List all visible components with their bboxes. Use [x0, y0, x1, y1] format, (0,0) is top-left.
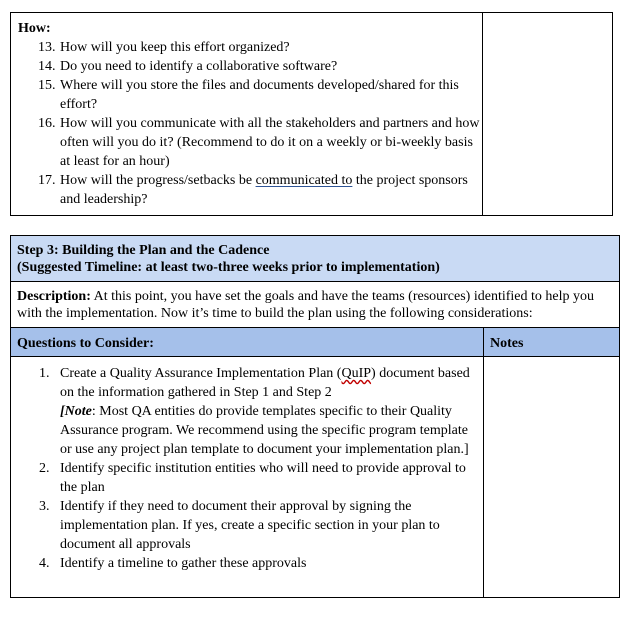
questions-list: [11, 364, 483, 573]
questions-header: Questions to Consider:: [11, 328, 484, 357]
how-cell: [11, 13, 482, 215]
list-item: [18, 76, 482, 114]
description-cell: [11, 282, 619, 328]
step-title: Step 3: Building the Plan and the Cadence: [17, 243, 270, 258]
list-item: [18, 171, 482, 209]
item-text-start: Create a Quality Assurance Implementation Plan (: [60, 366, 342, 381]
description-text: At this point, you have set the goals and have the teams (resources) identified to help you with the implementation. Now it’s time to build the plan using the following considerations:: [17, 289, 594, 321]
item-text-end: ) document based on the information gathered in Step 1 and Step 2: [60, 366, 470, 400]
item-number: 13.: [38, 40, 56, 55]
step-table: [10, 235, 620, 598]
item-number: 4.: [39, 556, 50, 571]
item-text: Identify specific institution entities who will need to provide approval to the plan: [60, 461, 466, 495]
questions-cell: [11, 357, 484, 597]
item-number: 17.: [38, 173, 56, 188]
list-item: [18, 57, 482, 76]
list-item: [11, 364, 483, 459]
notes-cell: [484, 357, 619, 597]
item-text: How will you keep this effort organized?: [60, 40, 290, 55]
step-header: [11, 236, 619, 282]
item-number: 15.: [38, 78, 56, 93]
how-notes-cell: [482, 13, 612, 215]
item-text: Identify a timeline to gather these approvals: [60, 556, 307, 571]
item-number: 16.: [38, 116, 56, 131]
list-item: [11, 459, 483, 497]
how-heading: How:: [18, 21, 51, 36]
note-text: : Most QA entities do provide templates specific to their Quality Assurance program. We recommend using the specific program template or use any project plan template to document your implementation plan.]: [60, 404, 469, 457]
item-text: Do you need to identify a collaborative software?: [60, 59, 338, 74]
underlined-text: communicated to: [255, 173, 353, 188]
list-item: [11, 554, 483, 573]
note-label: [Note: [60, 404, 92, 419]
step-timeline: (Suggested Timeline: at least two-three weeks prior to implementation): [17, 260, 440, 275]
item-number: 2.: [39, 461, 50, 476]
how-table: [10, 12, 613, 216]
spellcheck-word: QuIP: [341, 366, 372, 381]
item-number: 14.: [38, 59, 56, 74]
item-text: Where will you store the files and documents developed/shared for this effort?: [60, 78, 459, 112]
description-label: Description:: [17, 289, 91, 304]
item-number: 3.: [39, 499, 50, 514]
list-item: [18, 38, 482, 57]
item-text-end: the project sponsors and leadership?: [60, 173, 468, 207]
list-item: [11, 497, 483, 554]
item-text: How will you communicate with all the stakeholders and partners and how often will you do it? (Recommend to do it on a weekly or bi-weekly basis at least for an hour): [60, 116, 480, 169]
list-item: [18, 114, 482, 171]
item-number: 1.: [39, 366, 50, 381]
item-text: Identify if they need to document their approval by signing the implementation plan. If yes, create a specific section in your plan to document all approvals: [60, 499, 440, 552]
item-text-start: How will the progress/setbacks be: [60, 173, 256, 188]
notes-header: Notes: [484, 328, 619, 357]
how-list: [18, 38, 482, 209]
